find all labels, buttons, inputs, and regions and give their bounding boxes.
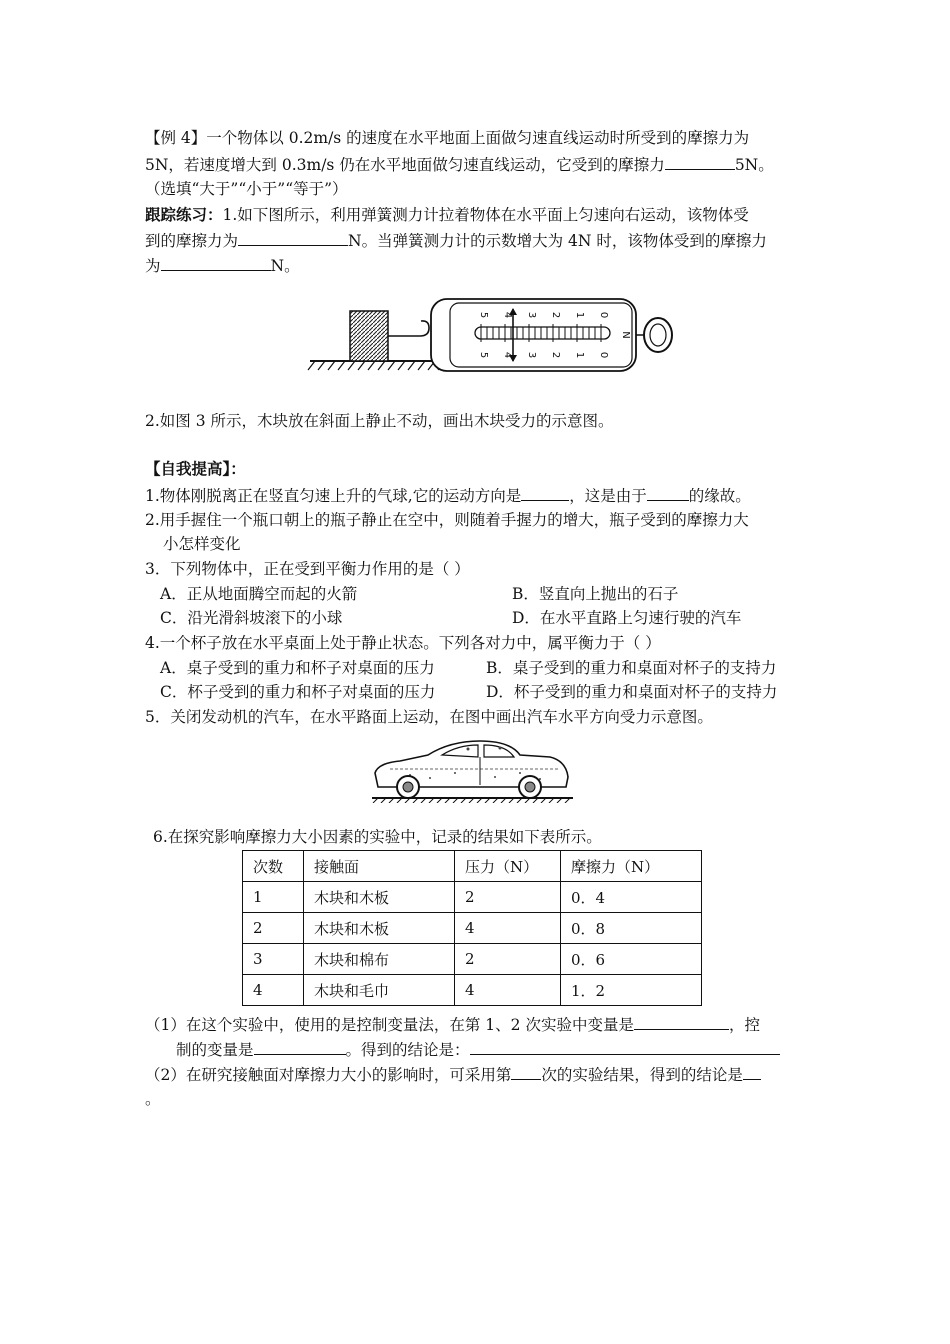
table-row [243, 944, 702, 975]
tracking-line3 [145, 254, 300, 277]
table-cell: 3 [243, 944, 304, 975]
q4-option-b: B．桌子受到的重力和桌面对杯子的支持力 [486, 659, 777, 677]
self-improve-title [145, 458, 246, 480]
question-6: 6.在探究影响摩擦力大小因素的实验中，记录的结果如下表所示。 [153, 828, 602, 846]
s1-text3: 。得到的结论是： [345, 1041, 470, 1059]
table-cell: 2 [243, 913, 304, 944]
answer-blank[interactable] [470, 1038, 780, 1055]
scale-bottom-label: 4 [502, 351, 513, 359]
answer-blank[interactable] [238, 229, 348, 246]
car-figure [370, 733, 575, 803]
table-header-cell: 摩擦力（N） [561, 851, 702, 882]
scale-bottom-label: 1 [574, 351, 585, 359]
q3-option-b: B．竖直向上抛出的石子 [512, 585, 679, 603]
question-2-cont: 小怎样变化 [163, 535, 241, 553]
table-cell: 1．2 [561, 975, 702, 1006]
scale-bottom-label: 0 [598, 351, 609, 359]
q3-option-d: D．在水平直路上匀速行驶的汽车 [512, 609, 742, 627]
answer-blank[interactable] [743, 1063, 761, 1080]
scale-top-label: 2 [550, 311, 561, 319]
scale-bottom-label: 3 [526, 351, 537, 359]
q1-mid: ，这是由于 [569, 487, 647, 505]
tracking-line3-end: N。 [270, 257, 300, 275]
table-row [243, 975, 702, 1006]
s2-text: （2）在研究接触面对摩擦力大小的影响时，可采用第 [145, 1066, 512, 1084]
subquestion-1-cont [176, 1038, 780, 1061]
table-row [243, 882, 702, 913]
answer-blank[interactable] [511, 1063, 541, 1080]
table-cell: 木块和毛巾 [304, 975, 455, 1006]
table-cell: 木块和木板 [304, 913, 455, 944]
scale-top-label: 0 [598, 311, 609, 319]
tracking-line1-text: 1.如下图所示，利用弹簧测力计拉着物体在水平面上匀速向右运动，该物体受 [222, 206, 749, 224]
table-cell: 4 [455, 913, 561, 944]
tracking-line3-text: 为 [145, 257, 161, 275]
tracking-line2-text: 到的摩擦力为 [145, 232, 239, 250]
table-cell: 0．6 [561, 944, 702, 975]
q1-text: 1.物体刚脱离正在竖直匀速上升的气球,它的运动方向是 [145, 487, 522, 505]
q4-option-a: A．桌子受到的重力和杯子对桌面的压力 [160, 659, 435, 677]
tracking-line2 [145, 229, 767, 252]
question-1 [145, 484, 751, 507]
answer-blank[interactable] [254, 1038, 346, 1055]
table-cell: 2 [455, 882, 561, 913]
table-cell: 4 [243, 975, 304, 1006]
question-2: 2.用手握住一个瓶口朝上的瓶子静止在空中，则随着手握力的增大，瓶子受到的摩擦力大 [145, 511, 749, 529]
table-header-row [243, 851, 702, 882]
table-cell: 4 [455, 975, 561, 1006]
scale-unit-label: N [620, 331, 631, 339]
scale-bottom-label: 5 [478, 351, 489, 359]
table-cell: 0．8 [561, 913, 702, 944]
scale-top-label: 3 [526, 311, 537, 319]
example4-line3: （选填“大于”“小于”“等于”） [145, 180, 348, 198]
scale-ring [644, 318, 672, 352]
answer-blank[interactable] [647, 484, 689, 501]
q3-option-c: C．沿光滑斜坡滚下的小球 [160, 609, 343, 627]
subquestion-2-end: 。 [145, 1090, 161, 1108]
q4-option-c: C．杯子受到的重力和杯子对桌面的压力 [160, 683, 436, 701]
table-cell: 2 [455, 944, 561, 975]
tracking-label: 跟踪练习： [145, 205, 223, 224]
s1-text: （1）在这个实验中，使用的是控制变量法，在第 1、2 次实验中变量是 [145, 1016, 634, 1034]
answer-blank[interactable] [665, 153, 735, 170]
question-5: 5．关闭发动机的汽车，在水平路面上运动，在图中画出汽车水平方向受力示意图。 [145, 708, 713, 726]
scale-top-label: 4 [502, 311, 513, 319]
table-cell: 木块和棉布 [304, 944, 455, 975]
table-header-cell: 次数 [243, 851, 304, 882]
tracking-q2: 2.如图 3 所示，木块放在斜面上静止不动，画出木块受力的示意图。 [145, 412, 614, 430]
example4-line2-end: 5N。 [734, 156, 774, 174]
answer-blank[interactable] [634, 1013, 729, 1030]
scale-top-label: 5 [478, 311, 489, 319]
example4-line2 [145, 153, 774, 176]
tracking-line1 [145, 204, 749, 226]
s1-cont: ，控 [728, 1016, 760, 1034]
table-cell: 0．4 [561, 882, 702, 913]
q4-option-d: D．杯子受到的重力和桌面对杯子的支持力 [486, 683, 778, 701]
question-4: 4.一个杯子放在水平桌面上处于静止状态。下列各对力中，属平衡力于（ ） [145, 634, 661, 652]
table-header-cell: 接触面 [304, 851, 455, 882]
table-row [243, 913, 702, 944]
scale-top-label: 1 [574, 311, 585, 319]
table-cell: 木块和木板 [304, 882, 455, 913]
example4-line1: 【例 4】一个物体以 0.2m/s 的速度在水平地面上面做匀速直线运动时所受到的摩擦力为 [145, 129, 750, 147]
s1-text2: 制的变量是 [176, 1041, 254, 1059]
question-3: 3．下列物体中，正在受到平衡力作用的是（ ） [145, 560, 470, 578]
q1-end: 的缘故。 [688, 487, 751, 505]
wooden-block [350, 311, 388, 361]
subquestion-1 [145, 1013, 760, 1036]
table-header-cell: 压力（N） [455, 851, 561, 882]
self-improve-title-text: 【自我提高】： [145, 459, 246, 478]
answer-blank[interactable] [521, 484, 569, 501]
table-cell: 1 [243, 882, 304, 913]
spring-scale-figure [305, 295, 685, 375]
scale-bottom-label: 2 [550, 351, 561, 359]
answer-blank[interactable] [161, 254, 271, 271]
s2-text2: 次的实验结果，得到的结论是 [541, 1066, 743, 1084]
example4-line2-text: 5N，若速度增大到 0.3m/s 仍在水平地面做匀速直线运动，它受到的摩擦力 [145, 156, 665, 174]
subquestion-2 [145, 1063, 761, 1086]
tracking-line2-end: N。当弹簧测力计的示数增大为 4N 时，该物体受到的摩擦力 [348, 232, 767, 250]
q3-option-a: A．正从地面腾空而起的火箭 [160, 585, 358, 603]
friction-results-table [242, 850, 702, 1006]
